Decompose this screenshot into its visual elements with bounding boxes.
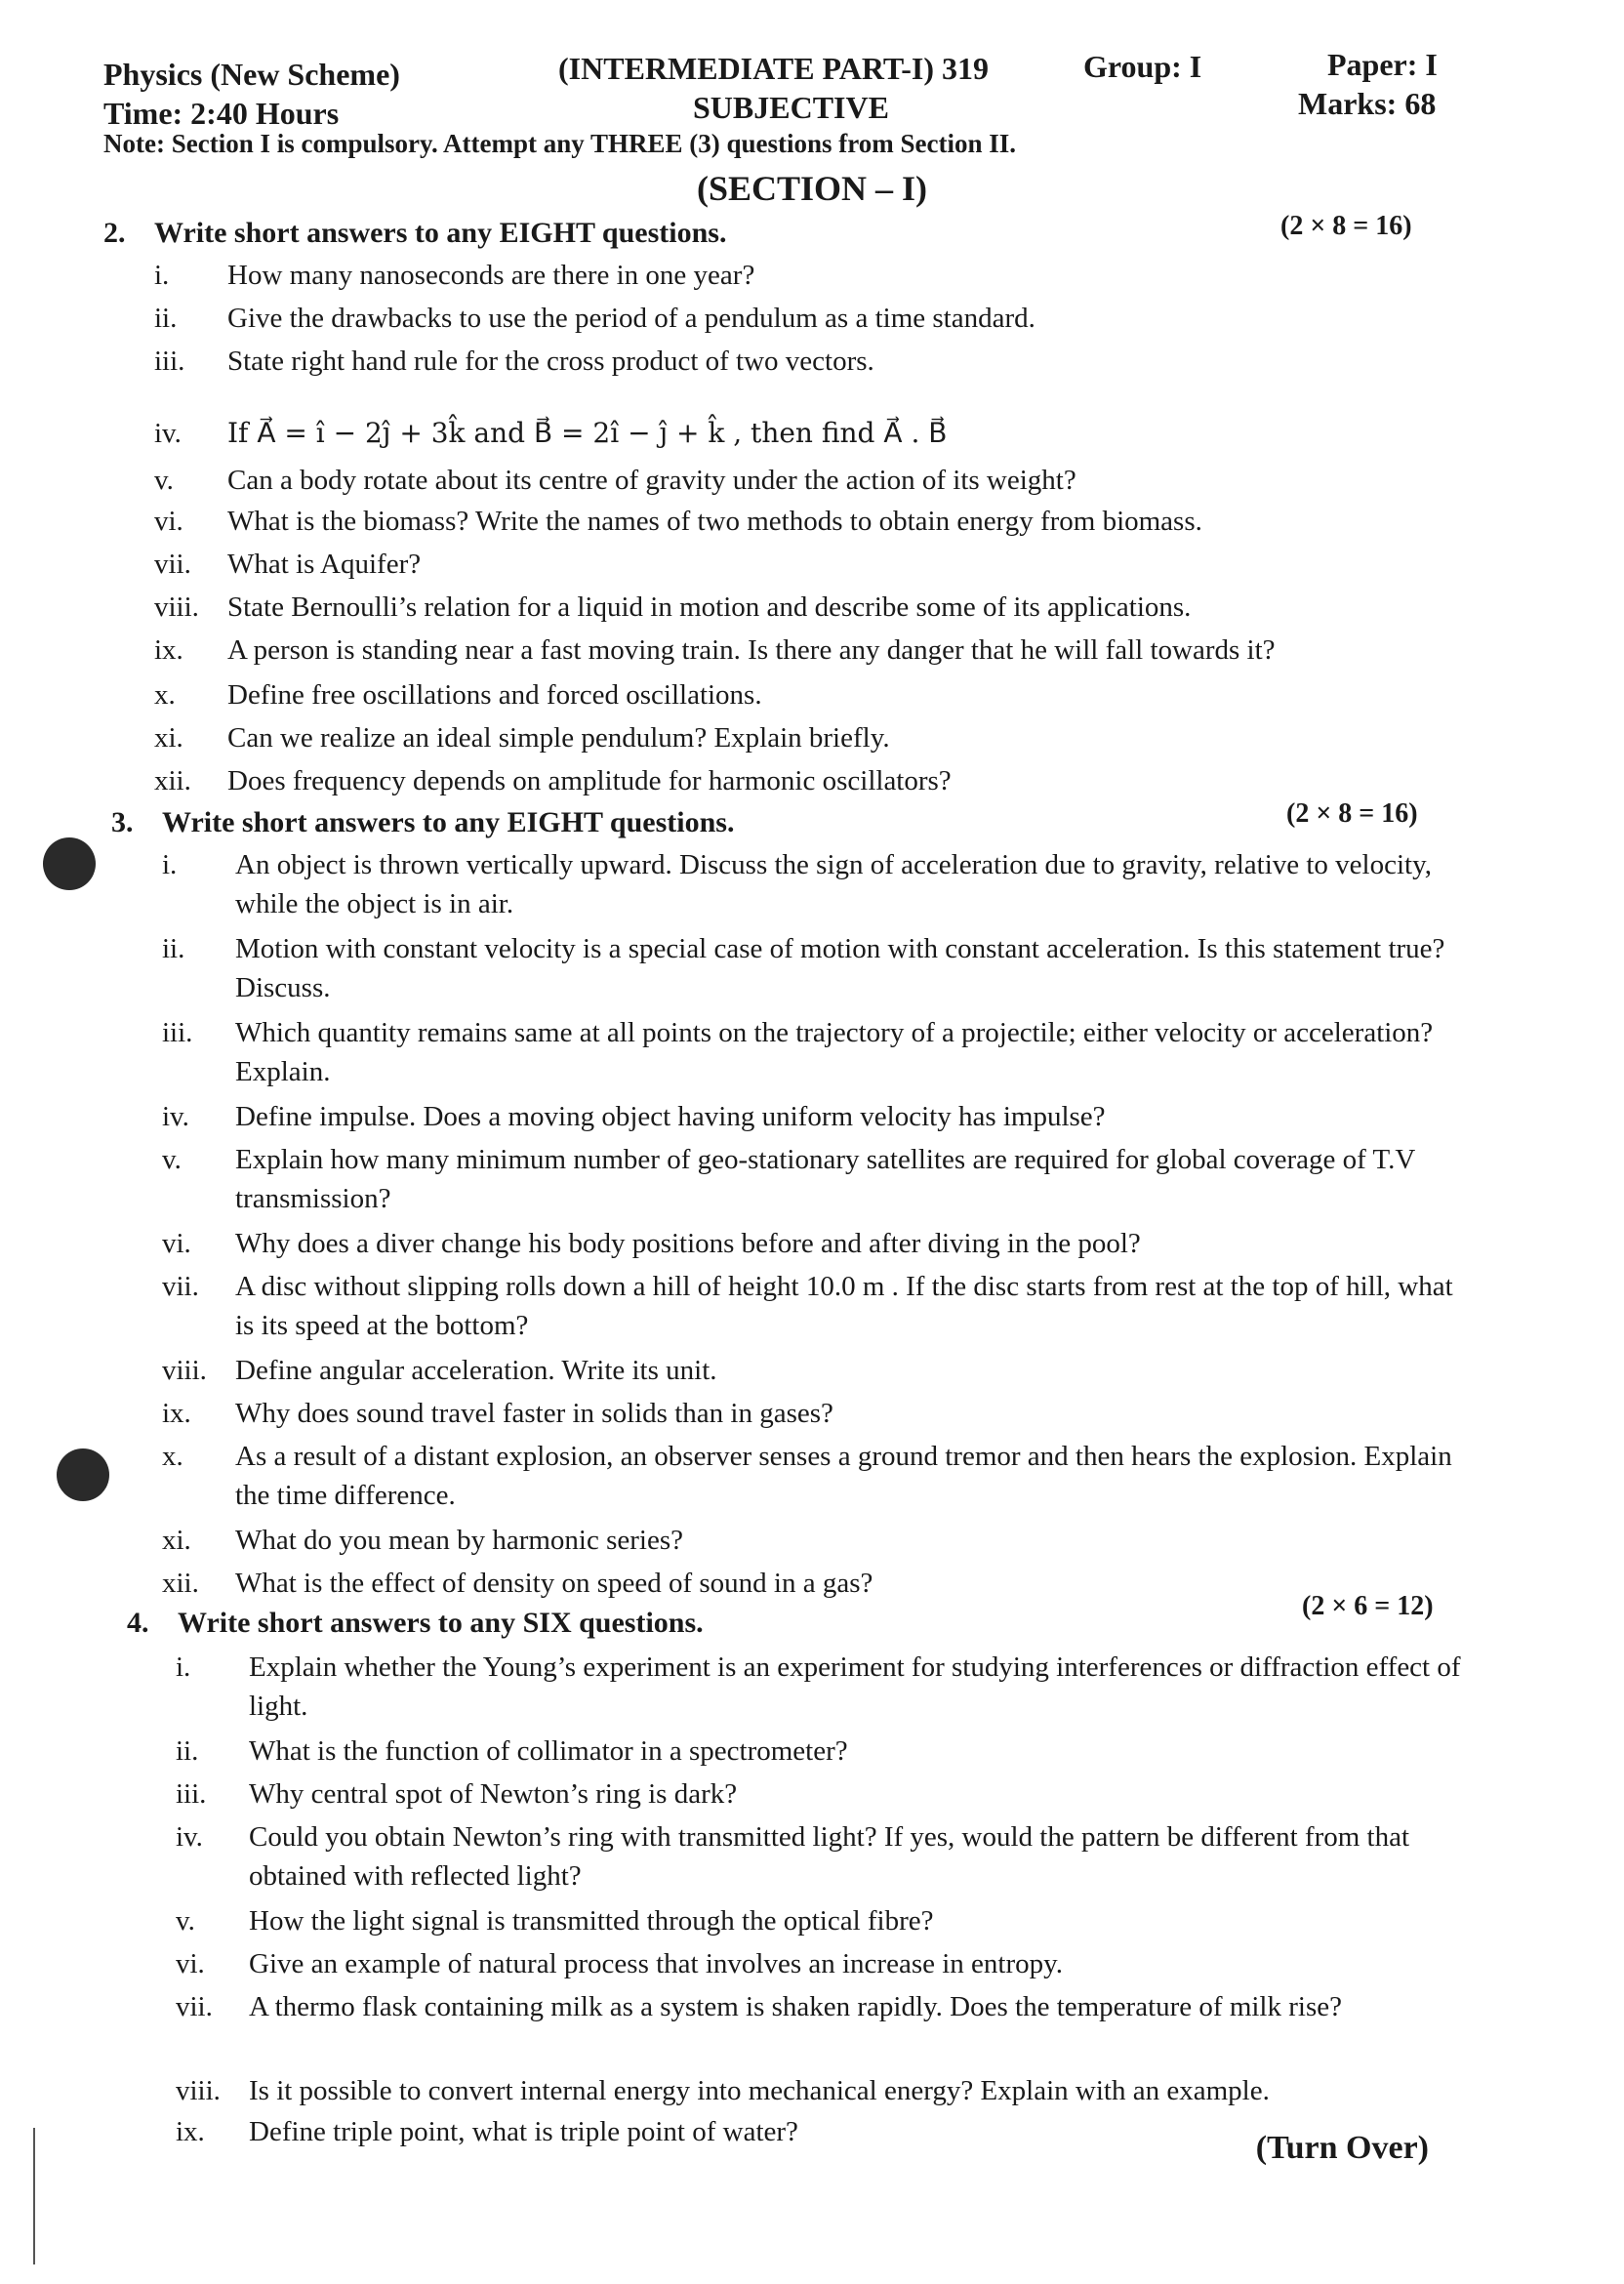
item-text: What is Aquifer? xyxy=(227,549,422,580)
item-numeral: v. xyxy=(162,1144,182,1175)
item-numeral: viii. xyxy=(162,1355,207,1386)
question-marks: (2 × 6 = 12) xyxy=(1302,1591,1434,1621)
item-numeral: iv. xyxy=(162,1101,189,1132)
item-text: Can we realize an ideal simple pendulum? Explain briefly. xyxy=(227,722,890,754)
time-label: Time: 2:40 Hours xyxy=(103,96,340,131)
margin-line xyxy=(33,2128,35,2264)
item-numeral: ii. xyxy=(176,1735,199,1767)
item-text: Give the drawbacks to use the period of a pendulum as a time standard. xyxy=(227,303,1035,334)
question-heading xyxy=(127,1607,704,1640)
question-number: 2. xyxy=(103,217,126,249)
item-text: State right hand rule for the cross product of two vectors. xyxy=(227,346,874,377)
item-text: Define angular acceleration. Write its unit. xyxy=(235,1355,717,1386)
item-text: Define triple point, what is triple point of water? xyxy=(249,2116,798,2147)
item-numeral: ix. xyxy=(154,634,183,666)
marks-label: Marks: 68 xyxy=(1298,86,1437,121)
item-numeral: iii. xyxy=(154,346,185,377)
item-numeral: i. xyxy=(154,260,170,291)
item-numeral: vii. xyxy=(162,1271,199,1302)
item-numeral: x. xyxy=(154,679,176,711)
item-numeral: v. xyxy=(154,465,174,496)
turn-over-label: (Turn Over) xyxy=(1255,2130,1429,2166)
item-text: Give an example of natural process that involves an increase in entropy. xyxy=(249,1948,1063,1979)
item-text: What is the function of collimator in a spectrometer? xyxy=(249,1735,848,1767)
section-title: (SECTION – I) xyxy=(696,169,928,208)
item-numeral: viii. xyxy=(154,591,199,623)
item-numeral: ii. xyxy=(154,303,178,334)
item-text: Which quantity remains same at all points on the trajectory of a projectile; either velocity or acceleration? Explain. xyxy=(235,1017,1434,1087)
item-text: Could you obtain Newton’s ring with transmitted light? If yes, would the pattern be different from that obtained with reflected light? xyxy=(249,1821,1410,1892)
item-numeral: v. xyxy=(176,1905,195,1937)
item-numeral: vii. xyxy=(154,549,191,580)
item-numeral: iv. xyxy=(154,418,182,449)
item-text: How many nanoseconds are there in one year? xyxy=(227,260,755,291)
item-text: Why does sound travel faster in solids than in gases? xyxy=(235,1398,833,1429)
question-number: 3. xyxy=(111,806,134,838)
item-numeral: xi. xyxy=(162,1525,191,1556)
item-text: Why central spot of Newton’s ring is dark? xyxy=(249,1778,738,1810)
item-text: How the light signal is transmitted through the optical fibre? xyxy=(249,1905,934,1937)
item-numeral: vii. xyxy=(176,1991,213,2022)
item-numeral: vi. xyxy=(154,506,183,537)
item-numeral: ii. xyxy=(162,933,185,964)
item-text: Explain whether the Young’s experiment is an experiment for studying interferences or diffraction effect of light. xyxy=(249,1652,1461,1722)
item-text: A person is standing near a fast moving train. Is there any danger that he will fall towards it? xyxy=(227,634,1276,666)
item-numeral: xi. xyxy=(154,722,183,754)
item-numeral: iii. xyxy=(162,1017,193,1048)
instructions-note: Note: Section I is compulsory. Attempt any THREE (3) questions from Section II. xyxy=(103,129,1017,158)
item-numeral: xii. xyxy=(154,765,191,796)
item-numeral: vi. xyxy=(176,1948,205,1979)
question-marks: (2 × 8 = 16) xyxy=(1286,798,1418,829)
item-text: What is the biomass? Write the names of two methods to obtain energy from biomass. xyxy=(227,506,1202,537)
item-numeral: iv. xyxy=(176,1821,203,1853)
subject-title: Physics (New Scheme) xyxy=(103,57,400,92)
group-label: Group: I xyxy=(1083,49,1202,84)
item-text: A thermo flask containing milk as a system is shaken rapidly. Does the temperature of milk rise? xyxy=(249,1991,1342,2022)
item-text: Motion with constant velocity is a special case of motion with constant acceleration. Is this statement true? Discuss. xyxy=(235,933,1445,1003)
question-number: 4. xyxy=(127,1607,149,1639)
item-numeral: ix. xyxy=(176,2116,205,2147)
item-text: Define free oscillations and forced oscillations. xyxy=(227,679,762,711)
item-numeral: iii. xyxy=(176,1778,207,1810)
item-numeral: i. xyxy=(162,849,178,880)
item-text: Why does a diver change his body positions before and after diving in the pool? xyxy=(235,1228,1141,1259)
item-text: As a result of a distant explosion, an observer senses a ground tremor and then hears the explosion. Explain the time difference. xyxy=(235,1441,1452,1511)
punch-hole-mark xyxy=(57,1448,109,1501)
question-marks: (2 × 8 = 16) xyxy=(1280,211,1412,241)
item-numeral: vi. xyxy=(162,1228,191,1259)
item-text: What is the effect of density on speed of sound in a gas? xyxy=(235,1568,873,1599)
item-numeral: xii. xyxy=(162,1568,199,1599)
item-text: If A⃗ = î − 2ĵ + 3k̂ and B⃗ = 2î − ĵ + k̂ , then find A⃗ . B⃗ xyxy=(227,417,948,449)
item-numeral: viii. xyxy=(176,2075,221,2106)
punch-hole-mark xyxy=(43,837,96,890)
item-text: Can a body rotate about its centre of gravity under the action of its weight? xyxy=(227,465,1076,496)
item-text: What do you mean by harmonic series? xyxy=(235,1525,684,1556)
item-text: A disc without slipping rolls down a hill of height 10.0 m . If the disc starts from rest at the top of hill, what is its speed at the bottom? xyxy=(235,1271,1453,1341)
question-instruction: Write short answers to any EIGHT questions. xyxy=(162,806,735,838)
subjective-label: SUBJECTIVE xyxy=(693,90,889,125)
item-text: Define impulse. Does a moving object having uniform velocity has impulse? xyxy=(235,1101,1106,1132)
question-heading xyxy=(111,806,734,839)
paper-label: Paper: I xyxy=(1327,47,1438,82)
item-numeral: x. xyxy=(162,1441,183,1472)
item-text: Does frequency depends on amplitude for harmonic oscillators? xyxy=(227,765,952,796)
question-instruction: Write short answers to any SIX questions. xyxy=(178,1607,704,1639)
item-text: An object is thrown vertically upward. Discuss the sign of acceleration due to gravity, relative to velocity, while the object is in air. xyxy=(235,849,1432,919)
item-numeral: i. xyxy=(176,1652,191,1683)
item-text: Is it possible to convert internal energy into mechanical energy? Explain with an example. xyxy=(249,2075,1270,2106)
item-text: State Bernoulli’s relation for a liquid in motion and describe some of its applications. xyxy=(227,591,1192,623)
exam-title: (INTERMEDIATE PART-I) 319 xyxy=(558,51,989,86)
question-instruction: Write short answers to any EIGHT questions. xyxy=(154,217,727,249)
question-heading xyxy=(103,217,726,250)
item-numeral: ix. xyxy=(162,1398,191,1429)
item-text: Explain how many minimum number of geo-stationary satellites are required for global coverage of T.V transmission? xyxy=(235,1144,1415,1214)
